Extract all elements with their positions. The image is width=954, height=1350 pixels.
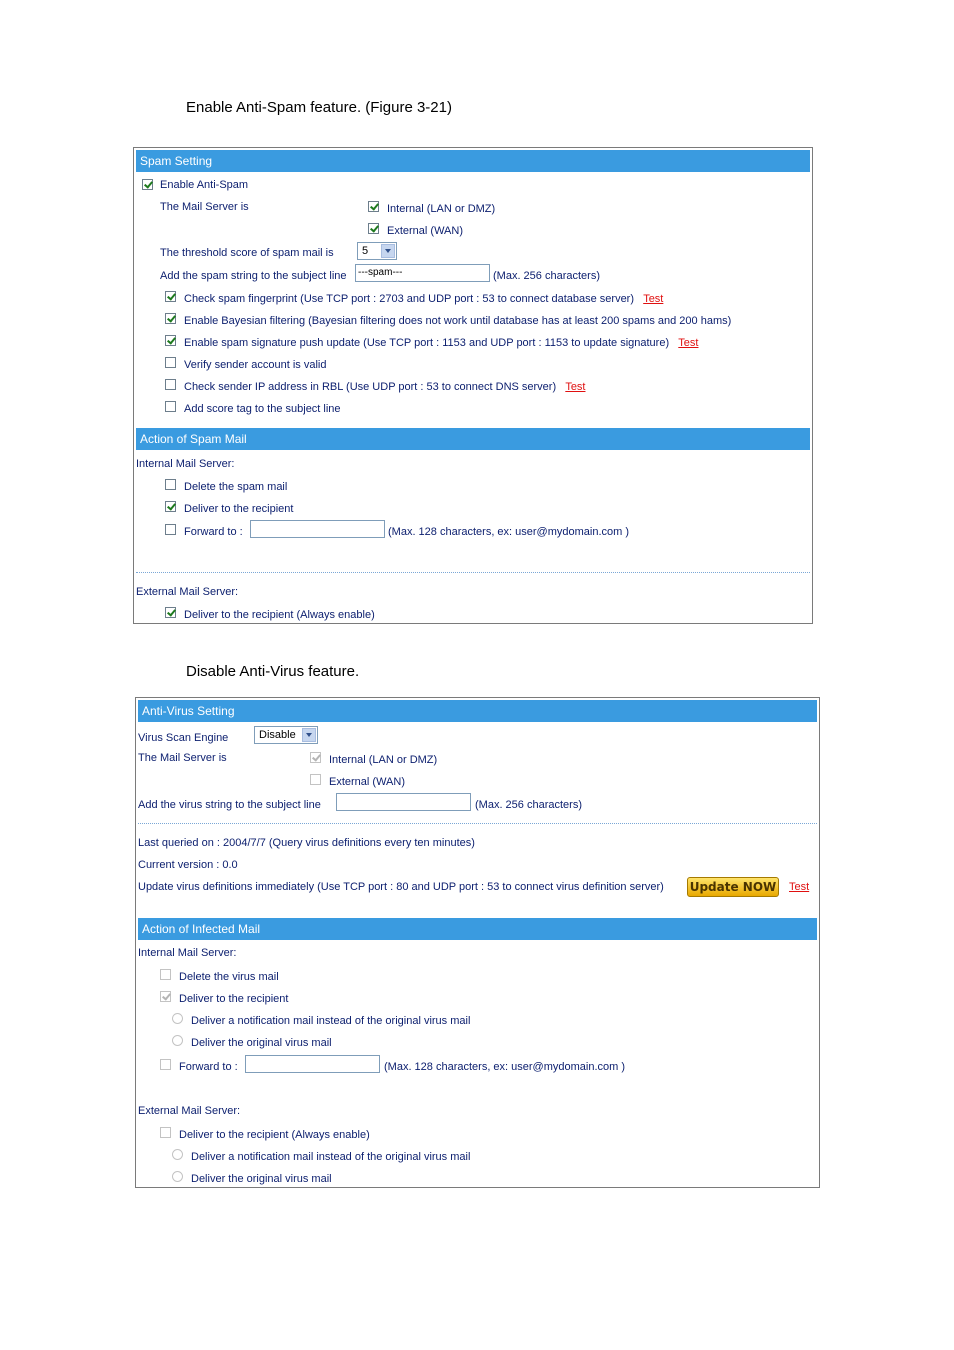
fingerprint-checkbox[interactable]	[165, 291, 176, 302]
spam-setting-header: Spam Setting	[136, 150, 810, 172]
forward-max: (Max. 128 characters, ex: user@mydomain.com )	[388, 526, 630, 538]
divider	[138, 823, 817, 824]
enable-anti-spam-checkbox[interactable]	[142, 179, 153, 190]
virus-internal-checkbox[interactable]	[310, 752, 321, 763]
virus-internal-label: Internal (LAN or DMZ)	[329, 754, 438, 766]
spam-panel	[133, 147, 813, 624]
threshold-select[interactable]	[357, 242, 397, 260]
verify-sender-checkbox[interactable]	[165, 357, 176, 368]
rbl-checkbox[interactable]	[165, 379, 176, 390]
virus-internal-mail-server-label: Internal Mail Server:	[138, 947, 237, 959]
engine-select[interactable]	[254, 726, 318, 744]
external-label: External (WAN)	[387, 225, 463, 237]
delete-virus-label: Delete the virus mail	[179, 971, 279, 983]
update-now-button[interactable]: Update NOW	[687, 877, 779, 897]
subject-string-label: Add the spam string to the subject line	[160, 270, 347, 282]
virus-subject-input[interactable]	[336, 793, 471, 811]
virus-test-link[interactable]: Test	[789, 881, 810, 893]
mail-server-label: The Mail Server is	[160, 201, 249, 213]
virus-deliver-checkbox[interactable]	[160, 991, 171, 1002]
fingerprint-test-link[interactable]: Test	[643, 293, 664, 305]
virus-external-mail-server-label: External Mail Server:	[138, 1105, 241, 1117]
ext-deliver-checkbox[interactable]	[165, 607, 176, 618]
update-definitions-label: Update virus definitions immediately (Use TCP port : 80 and UDP port : 53 to connect virus definition server)	[138, 881, 664, 893]
rbl-label: Check sender IP address in RBL (Use UDP port : 53 to connect DNS server) Test	[184, 381, 586, 393]
virus-mail-server-label: The Mail Server is	[138, 752, 227, 764]
chevron-down-icon	[302, 728, 316, 742]
internal-checkbox[interactable]	[368, 201, 379, 212]
spam-action-header: Action of Spam Mail	[136, 428, 810, 450]
score-tag-label: Add score tag to the subject line	[184, 403, 341, 415]
delete-spam-label: Delete the spam mail	[184, 481, 288, 493]
divider	[136, 572, 810, 573]
ext-original-label: Deliver the original virus mail	[191, 1173, 332, 1185]
notify-label: Deliver a notification mail instead of the original virus mail	[191, 1015, 471, 1027]
spam-subject-input[interactable]: ---spam---	[355, 264, 490, 282]
caption-anti-virus: Disable Anti-Virus feature.	[186, 663, 360, 680]
engine-label: Virus Scan Engine	[138, 732, 229, 744]
anti-virus-header: Anti-Virus Setting	[138, 700, 817, 722]
engine-value: Disable	[259, 729, 296, 741]
chevron-down-icon	[381, 244, 395, 258]
fingerprint-label: Check spam fingerprint (Use TCP port : 2703 and UDP port : 53 to connect database server) Test	[184, 293, 664, 305]
original-radio[interactable]	[172, 1035, 183, 1046]
ext-deliver-label: Deliver to the recipient (Always enable)	[184, 609, 375, 621]
original-label: Deliver the original virus mail	[191, 1037, 332, 1049]
virus-external-checkbox[interactable]	[310, 774, 321, 785]
score-tag-checkbox[interactable]	[165, 401, 176, 412]
push-update-test-link[interactable]: Test	[678, 337, 699, 349]
threshold-value: 5	[362, 245, 369, 257]
deliver-recipient-checkbox[interactable]	[165, 501, 176, 512]
bayesian-checkbox[interactable]	[165, 313, 176, 324]
ext-original-radio[interactable]	[172, 1171, 183, 1182]
external-mail-server-label: External Mail Server:	[136, 586, 239, 598]
delete-virus-checkbox[interactable]	[160, 969, 171, 980]
ext-notify-label: Deliver a notification mail instead of the original virus mail	[191, 1151, 471, 1163]
threshold-label: The threshold score of spam mail is	[160, 247, 334, 259]
virus-subject-max: (Max. 256 characters)	[475, 799, 582, 811]
delete-spam-checkbox[interactable]	[165, 479, 176, 490]
virus-subject-label: Add the virus string to the subject line	[138, 799, 321, 811]
verify-sender-label: Verify sender account is valid	[184, 359, 327, 371]
virus-ext-deliver-checkbox[interactable]	[160, 1127, 171, 1138]
internal-label: Internal (LAN or DMZ)	[387, 203, 496, 215]
ext-notify-radio[interactable]	[172, 1149, 183, 1160]
virus-forward-checkbox[interactable]	[160, 1059, 171, 1070]
push-update-checkbox[interactable]	[165, 335, 176, 346]
virus-forward-max: (Max. 128 characters, ex: user@mydomain.com )	[384, 1061, 626, 1073]
spam-subject-max: (Max. 256 characters)	[493, 270, 600, 282]
external-checkbox[interactable]	[368, 223, 379, 234]
internal-mail-server-label: Internal Mail Server:	[136, 458, 235, 470]
caption-anti-spam: Enable Anti-Spam feature. (Figure 3-21)	[186, 99, 452, 116]
virus-panel	[135, 697, 820, 1188]
virus-forward-label: Forward to :	[179, 1061, 238, 1073]
virus-deliver-label: Deliver to the recipient	[179, 993, 289, 1005]
forward-checkbox[interactable]	[165, 524, 176, 535]
rbl-test-link[interactable]: Test	[565, 381, 586, 393]
virus-ext-deliver-label: Deliver to the recipient (Always enable)	[179, 1129, 370, 1141]
current-version: Current version : 0.0	[138, 859, 238, 871]
deliver-recipient-label: Deliver to the recipient	[184, 503, 294, 515]
notify-radio[interactable]	[172, 1013, 183, 1024]
forward-input[interactable]	[250, 520, 385, 538]
enable-anti-spam-label: Enable Anti-Spam	[160, 179, 249, 191]
virus-external-label: External (WAN)	[329, 776, 405, 788]
bayesian-label: Enable Bayesian filtering (Bayesian filtering does not work until database has at least 200 spams and 200 hams)	[184, 315, 732, 327]
push-update-label: Enable spam signature push update (Use TCP port : 1153 and UDP port : 1153 to update signature) Test	[184, 337, 699, 349]
infected-action-header: Action of Infected Mail	[138, 918, 817, 940]
forward-label: Forward to :	[184, 526, 243, 538]
last-queried: Last queried on : 2004/7/7 (Query virus definitions every ten minutes)	[138, 837, 475, 849]
virus-forward-input[interactable]	[245, 1055, 380, 1073]
